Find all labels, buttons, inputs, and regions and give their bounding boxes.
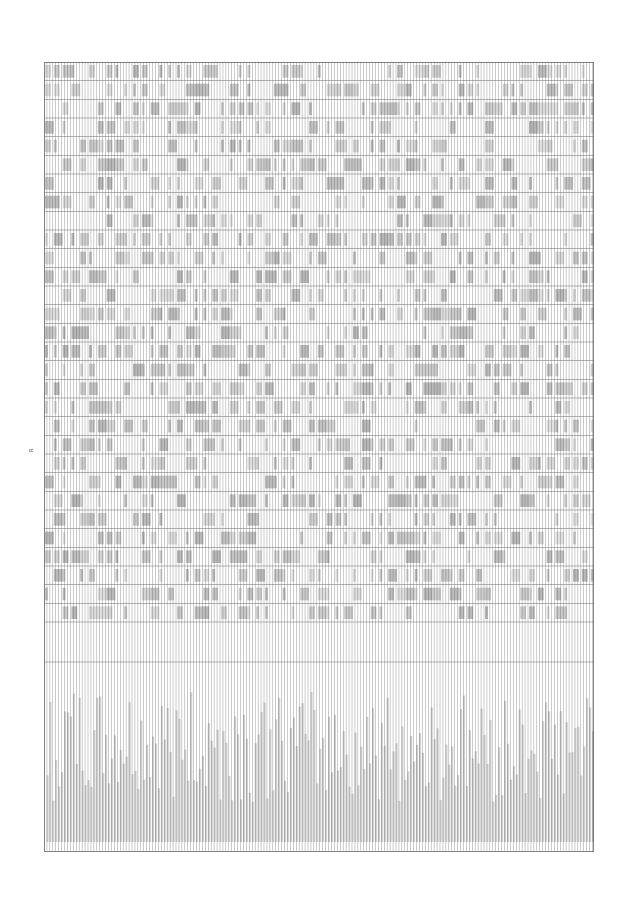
rotated-data-table [44, 62, 594, 852]
table-grid [44, 62, 594, 852]
description-band [44, 662, 594, 842]
page-marker: R [29, 448, 35, 452]
